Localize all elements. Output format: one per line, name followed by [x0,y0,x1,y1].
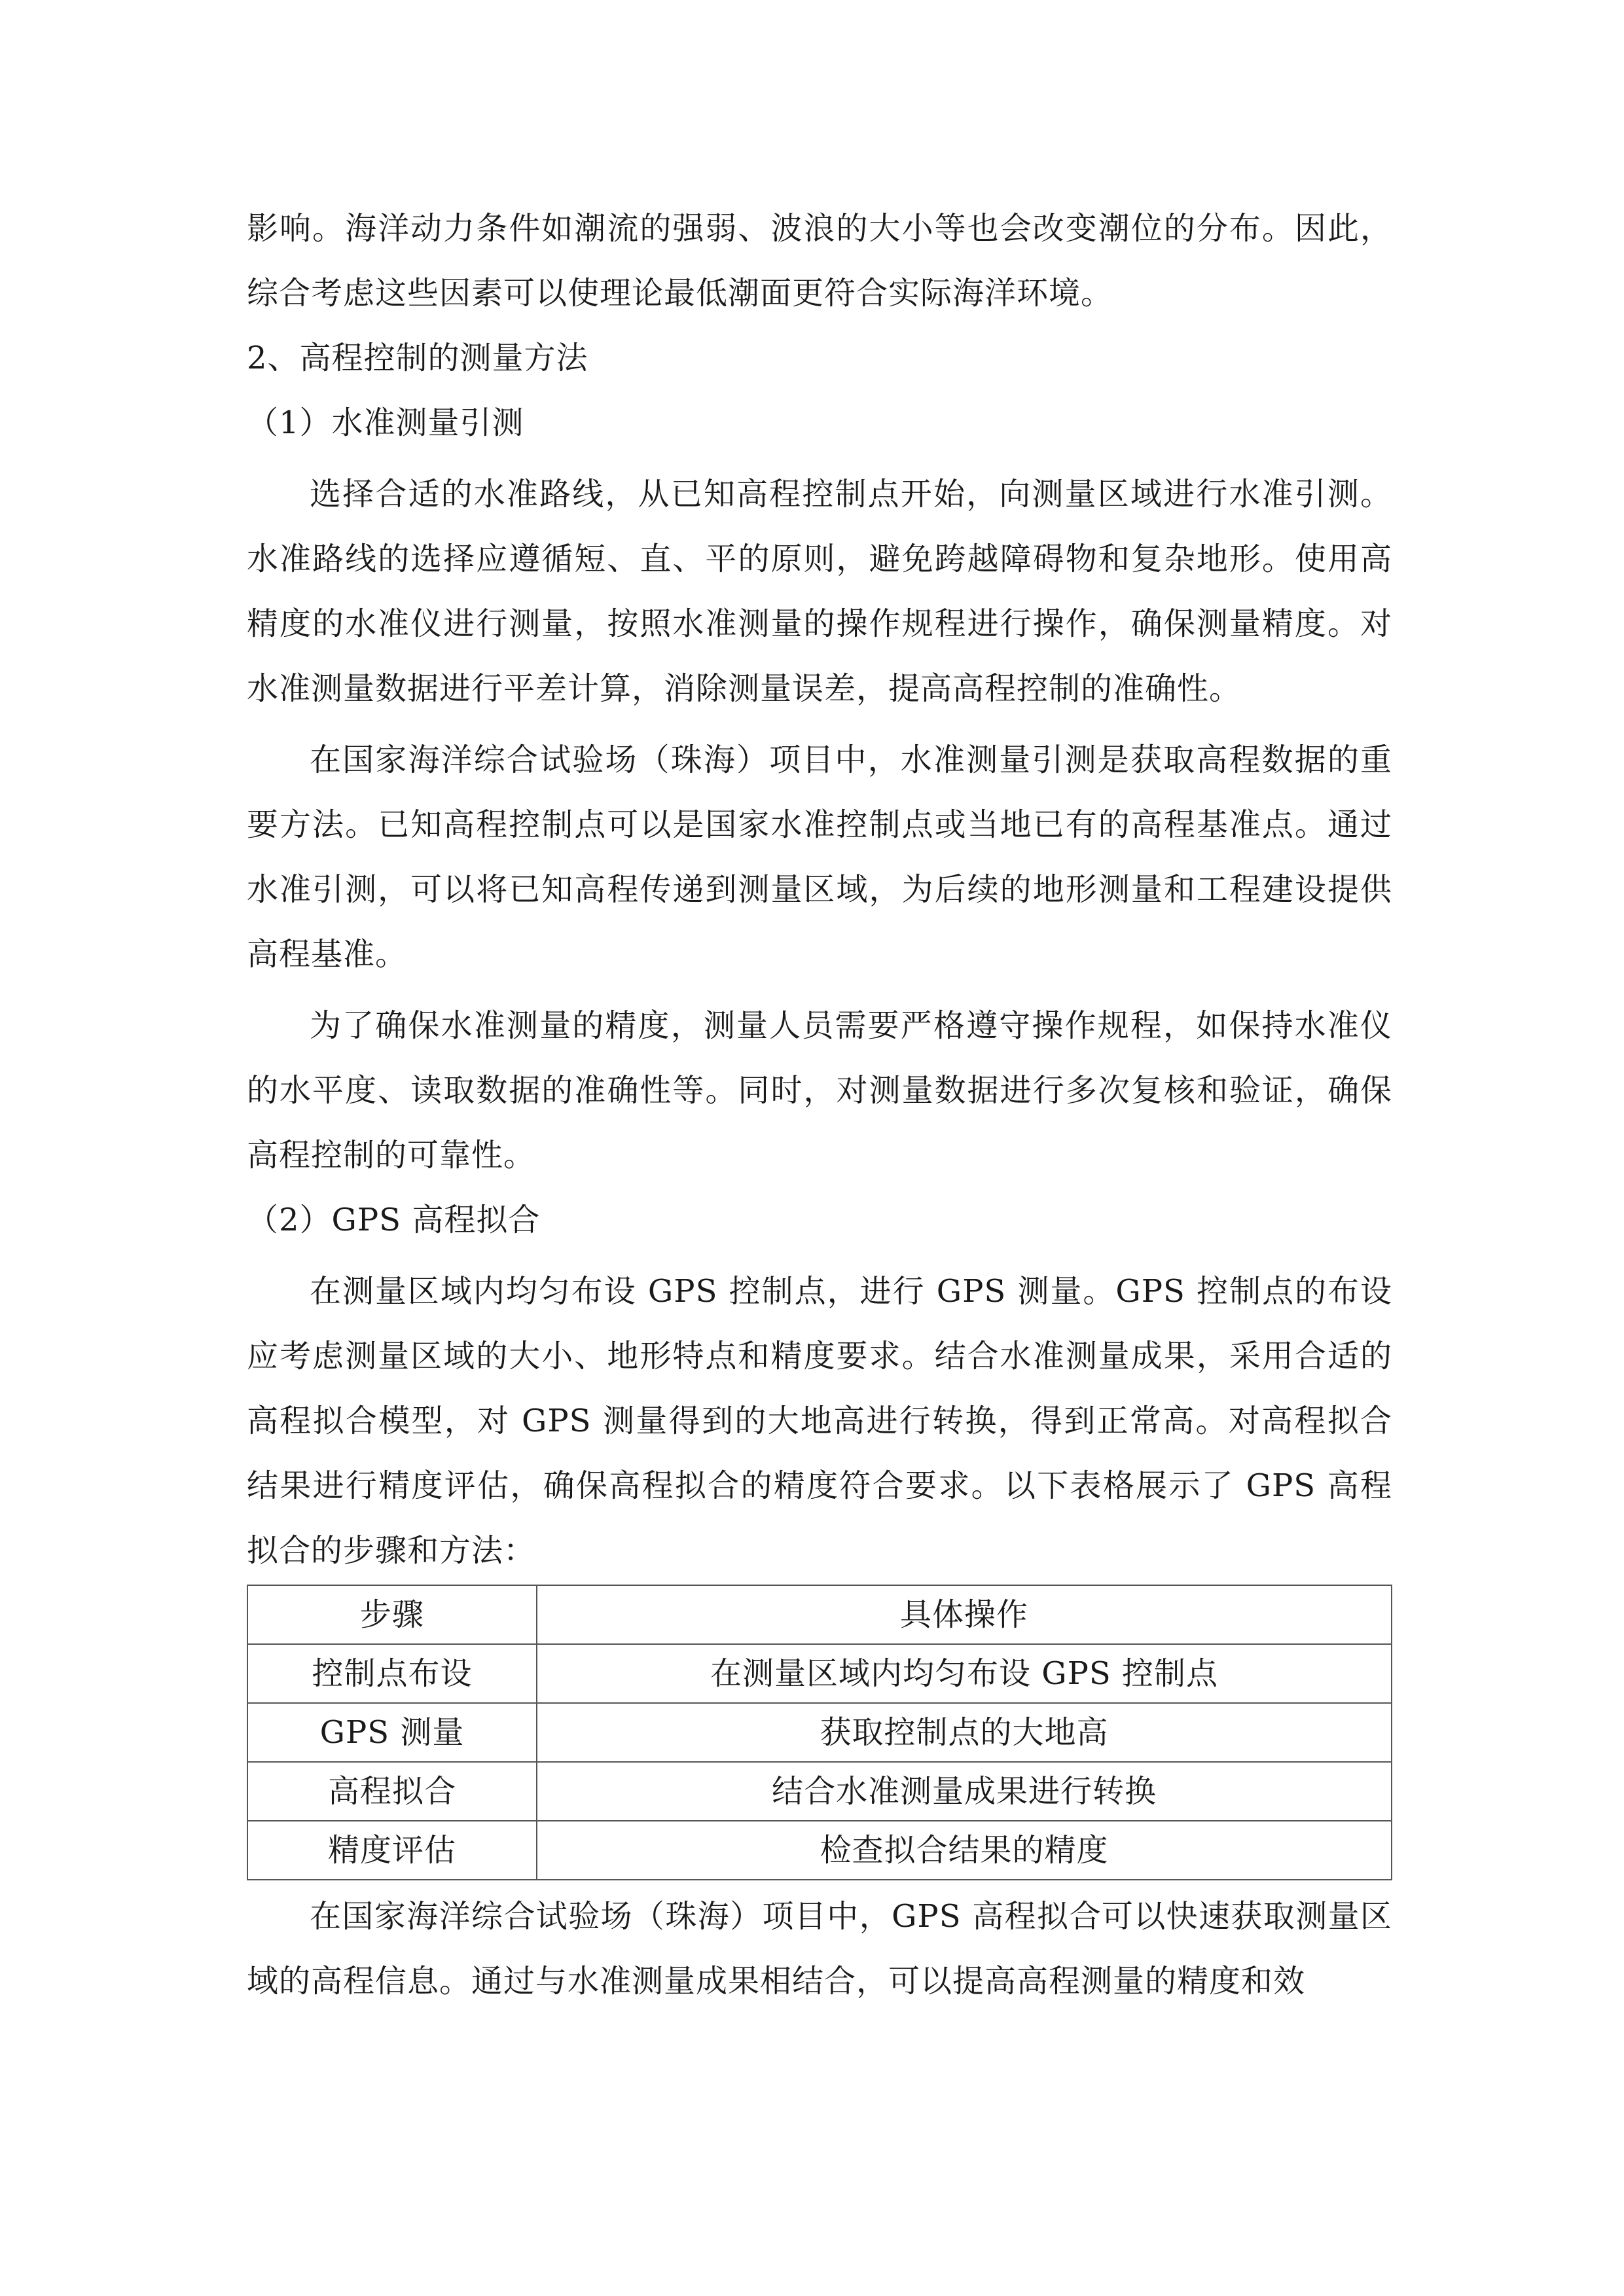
table-cell-step: GPS 测量 [247,1703,537,1762]
table-row [247,1762,1392,1821]
paragraph-leveling-precision: 为了确保水准测量的精度，测量人员需要严格遵守操作规程，如保持水准仪的水平度、读取数据的准确性等。同时，对测量数据进行多次复核和验证，确保高程控制的可靠性。 [247,1007,1392,1174]
table-cell-operation: 在测量区域内均匀布设 GPS 控制点 [537,1644,1392,1703]
table-row [247,1644,1392,1703]
table-cell-step: 控制点布设 [247,1644,537,1703]
table-header-row [247,1585,1392,1644]
table-cell-operation: 检查拟合结果的精度 [537,1821,1392,1880]
document-page [247,196,1392,2014]
subsection-heading-gps: （2）GPS 高程拟合 [247,1202,541,1238]
paragraph-leveling-method: 选择合适的水准路线，从已知高程控制点开始，向测量区域进行水准引测。水准路线的选择应遵循短、直、平的原则，避免跨越障碍物和复杂地形。使用高精度的水准仪进行测量，按照水准测量的操作规程进行操作，确保测量精度。对水准测量数据进行平差计算，消除测量误差，提高高程控制的准确性。 [247,476,1392,707]
paragraph-gps-method: 在测量区域内均匀布设 GPS 控制点，进行 GPS 测量。GPS 控制点的布设应考虑测量区域的大小、地形特点和精度要求。结合水准测量成果，采用合适的高程拟合模型，对 GPS 测量得到的大地高进行转换，得到正常高。对高程拟合结果进行精度评估，确保高程拟合的精度符合要求。以下表格展示了 GPS 高程拟合的步骤和方法： [247,1273,1392,1569]
paragraph-continuation: 影响。海洋动力条件如潮流的强弱、波浪的大小等也会改变潮位的分布。因此，综合考虑这些因素可以使理论最低潮面更符合实际海洋环境。 [247,210,1392,312]
table-header-step: 步骤 [247,1585,537,1644]
section-heading: 2、高程控制的测量方法 [247,340,588,376]
table-cell-step: 高程拟合 [247,1762,537,1821]
paragraph-leveling-project: 在国家海洋综合试验场（珠海）项目中，水准测量引测是获取高程数据的重要方法。已知高程控制点可以是国家水准控制点或当地已有的高程基准点。通过水准引测，可以将已知高程传递到测量区域，为后续的地形测量和工程建设提供高程基准。 [247,742,1392,973]
table-row [247,1821,1392,1880]
table-cell-step: 精度评估 [247,1821,537,1880]
paragraph-gps-project: 在国家海洋综合试验场（珠海）项目中，GPS 高程拟合可以快速获取测量区域的高程信息。通过与水准测量成果相结合，可以提高高程测量的精度和效 [247,1898,1392,2000]
table-row [247,1703,1392,1762]
table-cell-operation: 结合水准测量成果进行转换 [537,1762,1392,1821]
gps-fitting-table [247,1585,1392,1880]
subsection-heading-leveling: （1）水准测量引测 [247,404,524,441]
table-cell-operation: 获取控制点的大地高 [537,1703,1392,1762]
table-header-operation: 具体操作 [537,1585,1392,1644]
